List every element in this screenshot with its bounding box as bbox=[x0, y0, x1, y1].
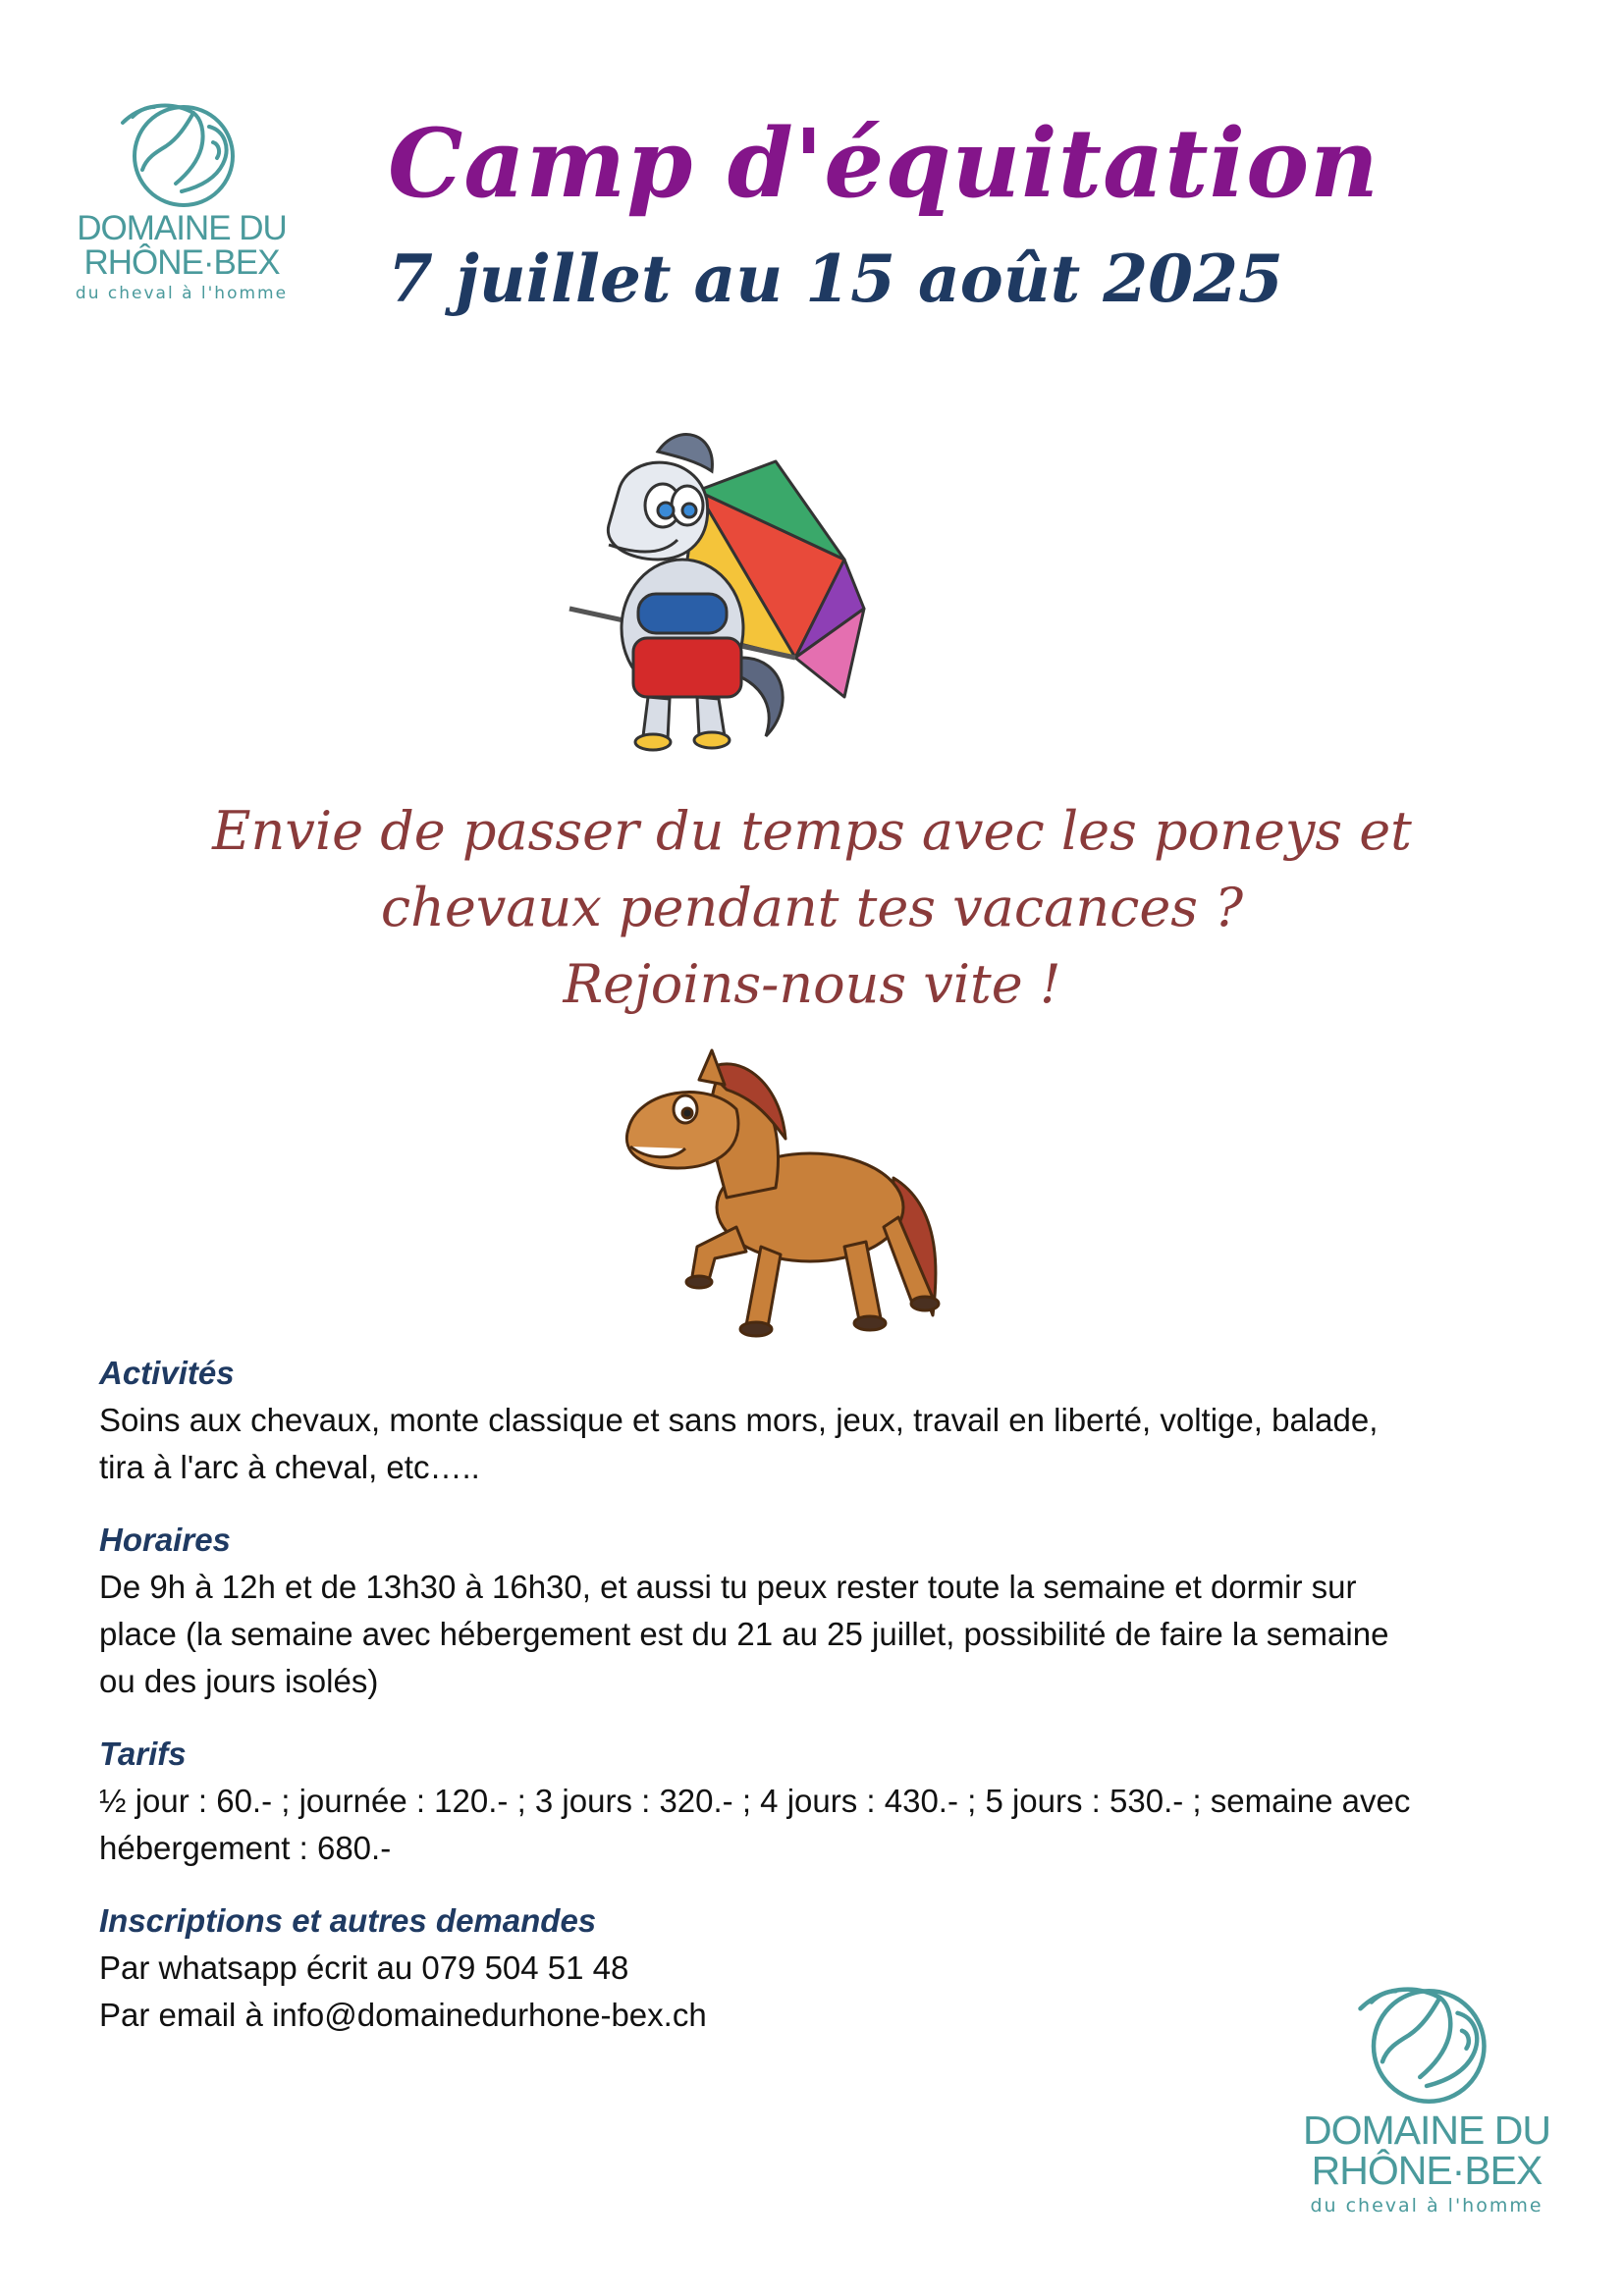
section-horaires bbox=[99, 1517, 1552, 1705]
logo-tagline: du cheval à l'homme bbox=[75, 284, 289, 303]
logo-bottom bbox=[1294, 1973, 1559, 2216]
horaires-line1: De 9h à 12h et de 13h30 à 16h30, et aussi tu peux rester toute la semaine et dormir sur bbox=[99, 1569, 1357, 1605]
activites-line2: tira à l'arc à cheval, etc….. bbox=[99, 1449, 480, 1485]
horse-and-person-embrace-icon bbox=[103, 93, 260, 211]
slogan-line1: Envie de passer du temps avec les poneys et bbox=[212, 800, 1412, 862]
section-tarifs bbox=[99, 1731, 1552, 1872]
slogan-line3: Rejoins-nous vite ! bbox=[563, 953, 1061, 1015]
cartoon-brown-horse-icon bbox=[599, 1041, 952, 1345]
inscriptions-whatsapp: Par whatsapp écrit au 079 504 51 48 bbox=[99, 1949, 629, 1986]
section-title-tarifs: Tarifs bbox=[99, 1735, 187, 1772]
cartoon-donkey-with-umbrella-icon bbox=[550, 412, 884, 766]
section-title-horaires: Horaires bbox=[99, 1522, 231, 1558]
logo-top bbox=[59, 93, 304, 303]
section-title-activites: Activités bbox=[99, 1355, 235, 1391]
section-activites bbox=[99, 1350, 1552, 1491]
logo-line1: DOMAINE DU bbox=[1303, 2108, 1550, 2153]
activites-line1: Soins aux chevaux, monte classique et sans mors, jeux, travail en liberté, voltige, balade, bbox=[99, 1402, 1379, 1438]
info-sections bbox=[99, 1350, 1552, 2064]
slogan-line2: chevaux pendant tes vacances ? bbox=[380, 877, 1244, 938]
horaires-line3: ou des jours isolés) bbox=[99, 1663, 379, 1699]
slogan bbox=[79, 793, 1545, 1023]
page-title: Camp d'équitation bbox=[388, 108, 1380, 219]
tarifs-line1: ½ jour : 60.- ; journée : 120.- ; 3 jours : 320.- ; 4 jours : 430.- ; 5 jours : 530.- ; semaine avec bbox=[99, 1783, 1411, 1819]
tarifs-line2: hébergement : 680.- bbox=[99, 1830, 392, 1866]
inscriptions-email: Par email à info@domainedurhone-bex.ch bbox=[99, 1997, 707, 2033]
horaires-line2: place (la semaine avec hébergement est du 21 au 25 juillet, possibilité de faire la semaine bbox=[99, 1616, 1389, 1652]
logo-line2: RHÔNE·BEX bbox=[1311, 2148, 1543, 2193]
horse-and-person-embrace-icon bbox=[1338, 1973, 1515, 2110]
logo-tagline: du cheval à l'homme bbox=[1310, 2195, 1543, 2216]
logo-line1: DOMAINE DU bbox=[77, 209, 287, 247]
section-title-inscriptions: Inscriptions et autres demandes bbox=[99, 1902, 597, 1939]
logo-line2: RHÔNE·BEX bbox=[83, 243, 280, 282]
camp-dates: 7 juillet au 15 août 2025 bbox=[388, 240, 1283, 317]
